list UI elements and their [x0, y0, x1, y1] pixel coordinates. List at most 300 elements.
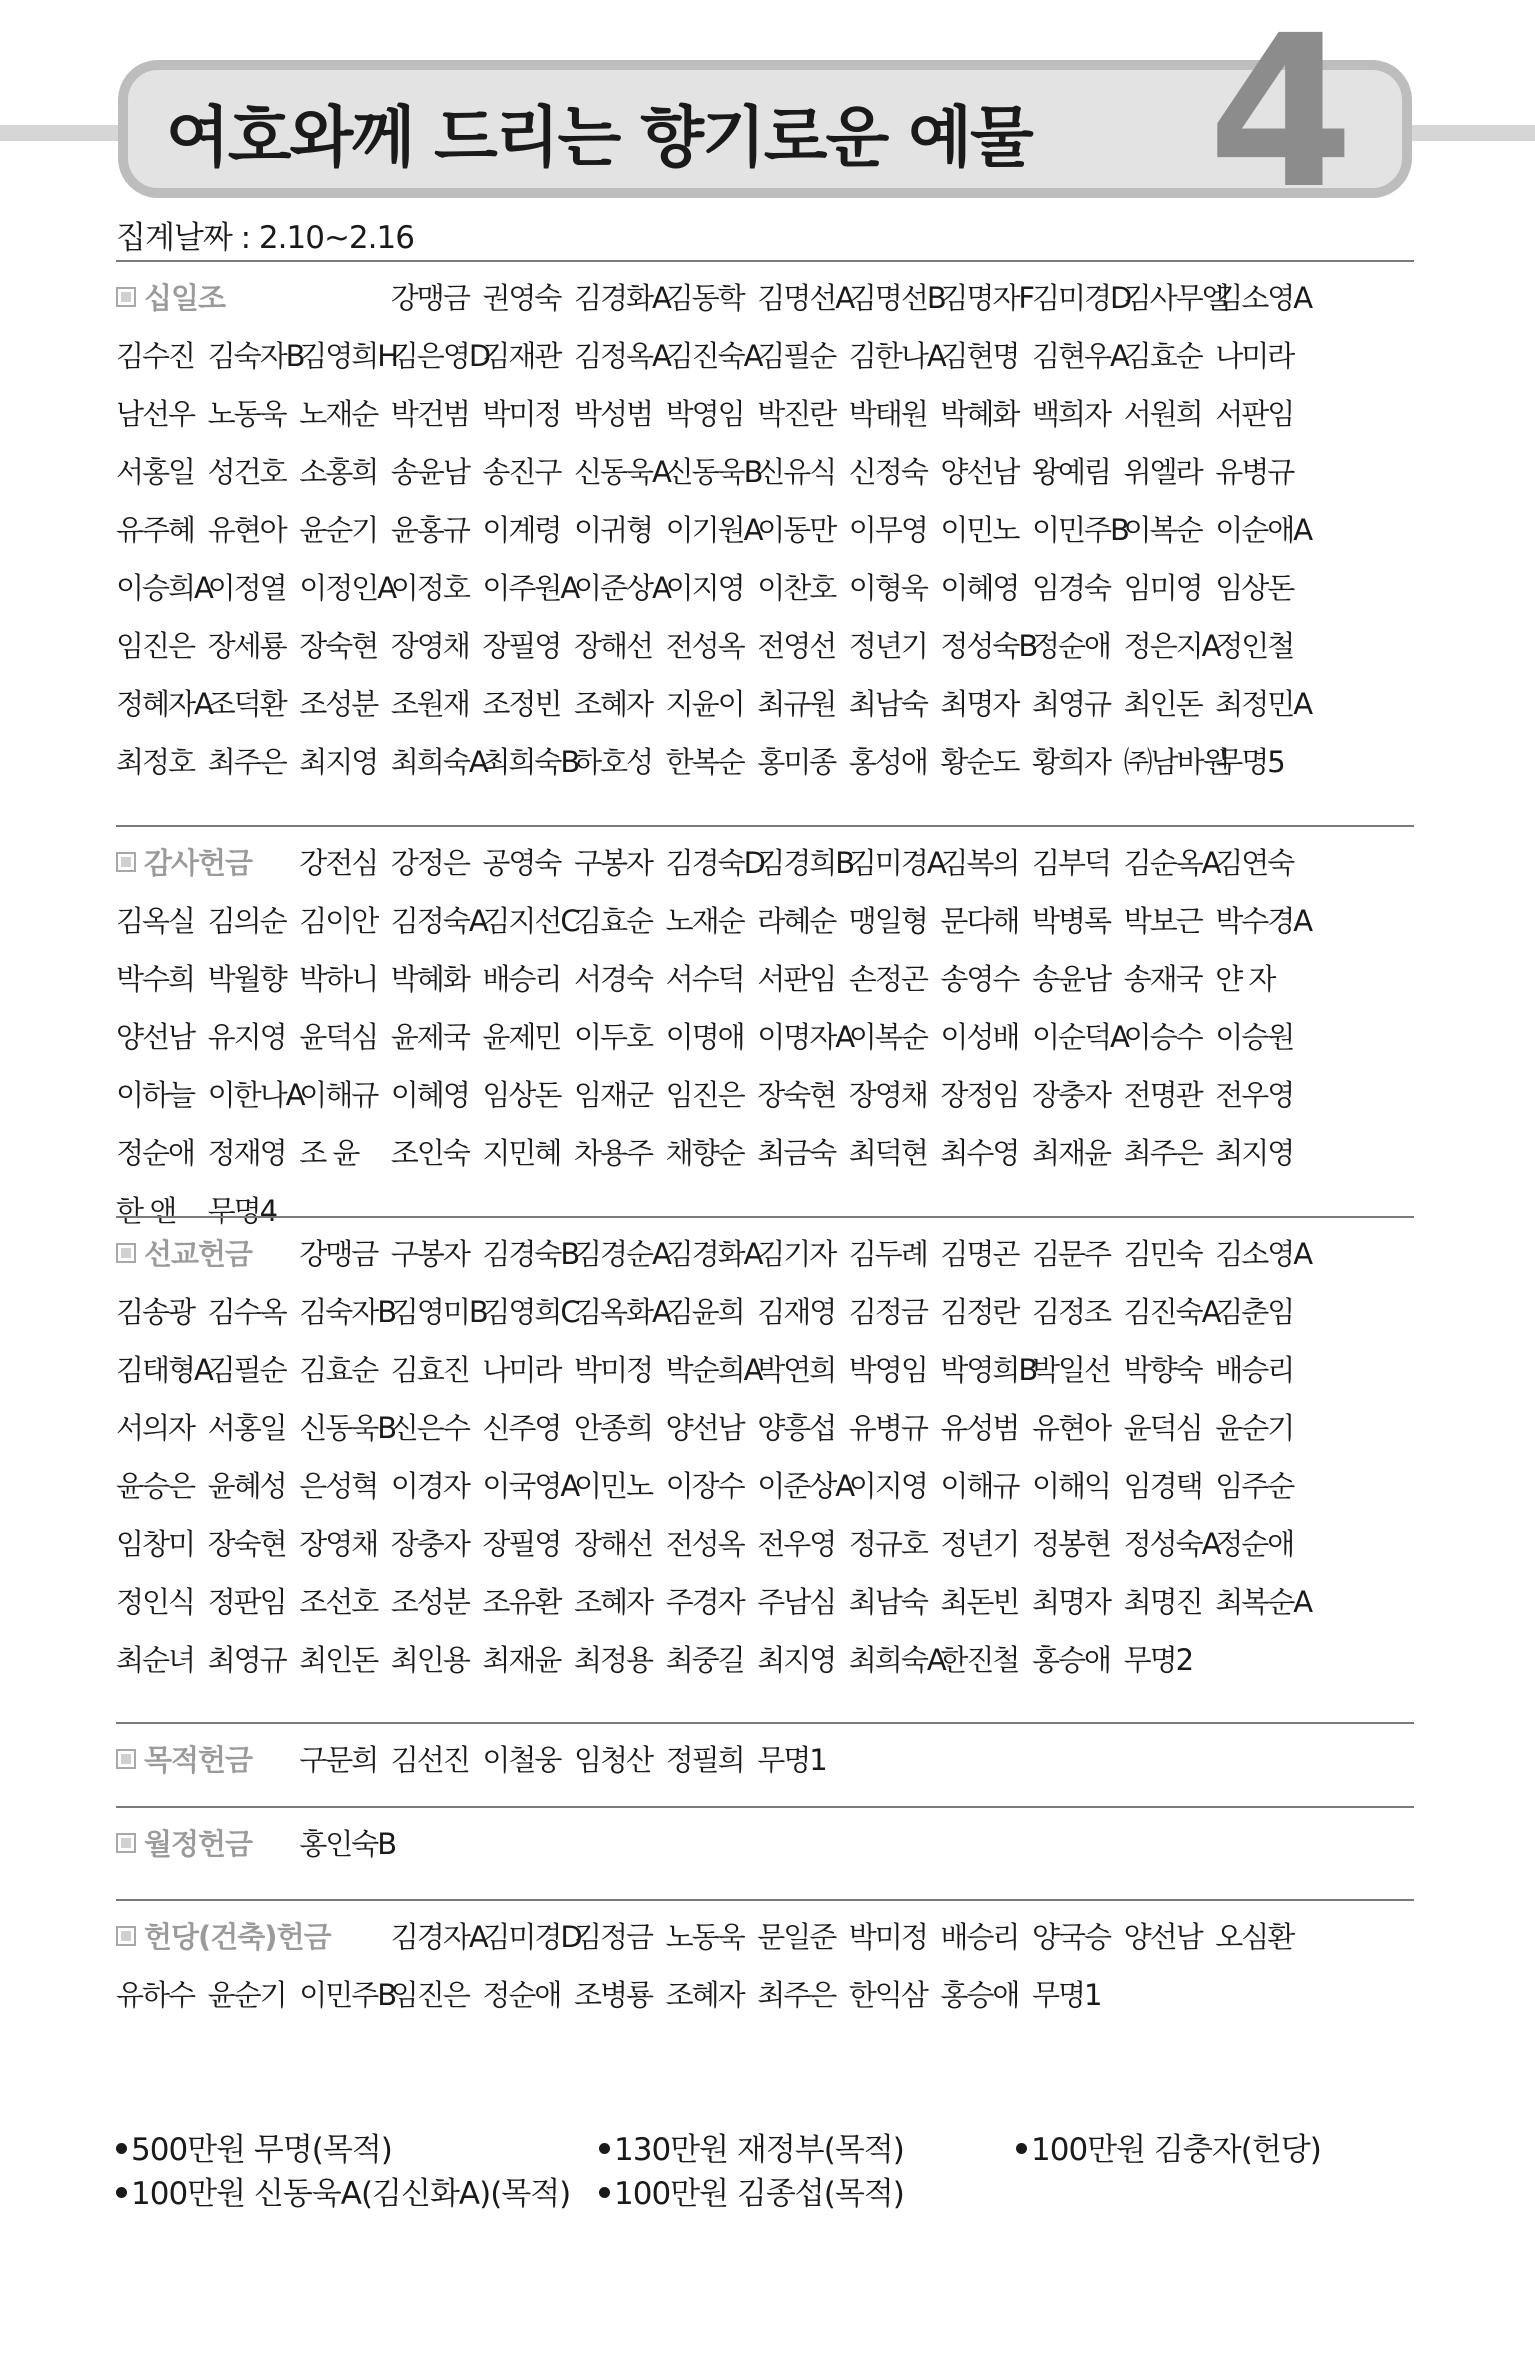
donor-name: 최주은 [207, 745, 286, 779]
donor-name: 이복순 [848, 1020, 927, 1054]
donor-name: 장해선 [574, 1527, 653, 1561]
donor-name: 김수진 [116, 339, 195, 373]
donor-name: 이해익 [1032, 1469, 1111, 1503]
donor-name: 정재영 [207, 1136, 286, 1170]
donor-name: 구문희 [299, 1743, 378, 1777]
donor-name: 윤순기 [299, 513, 378, 547]
donor-name: 홍미종 [757, 745, 836, 779]
donor-name: 양선남 [1123, 1920, 1202, 1954]
donor-name: 송진구 [482, 455, 561, 489]
donor-name: 유현아 [1032, 1411, 1111, 1445]
donor-name: 정순애 [1215, 1527, 1294, 1561]
donor-name: 윤홍규 [390, 513, 469, 547]
donor-name: 이두호 [574, 1020, 653, 1054]
donor-name: 김한나A [848, 339, 945, 373]
donor-name: 장필영 [482, 629, 561, 663]
donor-name: 유하수 [116, 1978, 195, 2012]
donor-name: 한복순 [665, 745, 744, 779]
donor-name: 정년기 [940, 1527, 1019, 1561]
special-offering-item: 130만원 재정부(목적) [599, 2128, 904, 2172]
section-label: 선교헌금 [116, 1232, 252, 1276]
donor-name: 이정열 [207, 571, 286, 605]
special-offering-item: 100만원 김충자(헌당) [1016, 2128, 1321, 2172]
donor-name: 김정금 [848, 1295, 927, 1329]
donor-name: 윤덕심 [1123, 1411, 1202, 1445]
donor-name: 이해규 [299, 1078, 378, 1112]
donor-name: 김정숙A [390, 904, 487, 938]
donor-name: 한 앤 [116, 1194, 176, 1228]
section-label: 십일조 [116, 276, 225, 320]
donor-name: 임재군 [574, 1078, 653, 1112]
donor-name: 서의자 [116, 1411, 195, 1445]
donor-name: 정규호 [848, 1527, 927, 1561]
donor-name: 이해규 [940, 1469, 1019, 1503]
donor-name: 주남심 [757, 1585, 836, 1619]
donor-name: 김정란 [940, 1295, 1019, 1329]
donor-name: 최재윤 [482, 1643, 561, 1677]
donor-name: 임진은 [116, 629, 195, 663]
donor-name: 장영채 [299, 1527, 378, 1561]
section-tithe [116, 260, 1414, 779]
donor-name: 최명진 [1123, 1585, 1202, 1619]
donor-name: 윤순기 [207, 1978, 286, 2012]
section-building [116, 1899, 1414, 2012]
donor-name: 김경희B [757, 846, 854, 880]
donor-name: 박순희A [665, 1353, 762, 1387]
donor-name: 위엘라 [1123, 455, 1202, 489]
donor-name: 김소영A [1215, 1237, 1312, 1271]
donor-name: 신동욱B [665, 455, 762, 489]
section-purpose [116, 1722, 1414, 1777]
donor-name: 임청산 [574, 1743, 653, 1777]
donor-name: 이승희A [116, 571, 212, 605]
donor-name: 박혜화 [390, 962, 469, 996]
donor-name: 박수경A [1215, 904, 1312, 938]
donor-name: 장숙현 [207, 1527, 286, 1561]
donor-name: 김정옥A [574, 339, 670, 373]
donor-name: 전성옥 [665, 1527, 744, 1561]
donor-name: 전명관 [1123, 1078, 1202, 1112]
donor-name: 장영채 [848, 1078, 927, 1112]
donor-name: 이계령 [482, 513, 561, 547]
section-mission [116, 1216, 1414, 1677]
donor-name: 최주은 [757, 1978, 836, 2012]
donor-name: 장충자 [390, 1527, 469, 1561]
donor-name: 김필순 [757, 339, 836, 373]
donor-name: 김명선A [757, 281, 854, 315]
donor-name: 박일선 [1032, 1353, 1111, 1387]
donor-name: 지민혜 [482, 1136, 561, 1170]
section-label: 감사헌금 [116, 841, 252, 885]
bullet-dot-icon [1016, 2143, 1027, 2154]
donor-name: 윤혜성 [207, 1469, 286, 1503]
donor-name: 이혜영 [940, 571, 1019, 605]
donor-name: 최중길 [665, 1643, 744, 1677]
bullet-dot-icon [116, 2143, 127, 2154]
donor-name: 김경숙D [665, 846, 764, 880]
square-bullet-icon [116, 1833, 136, 1853]
issue-number: 4 [1207, 0, 1354, 235]
donor-name: 김명자F [940, 281, 1034, 315]
donor-name: 남선우 [116, 397, 195, 431]
donor-name: 무명4 [207, 1194, 277, 1228]
donor-name: 김명선B [848, 281, 945, 315]
donor-name: 김숙자B [207, 339, 304, 373]
donor-name: 이찬호 [757, 571, 836, 605]
donor-name: 정순애 [482, 1978, 561, 2012]
donor-name: 정순애 [116, 1136, 195, 1170]
donor-name: 홍성애 [848, 745, 927, 779]
donor-name: 이정호 [390, 571, 469, 605]
donor-name: 노재순 [665, 904, 744, 938]
donor-name: 김재영 [757, 1295, 836, 1329]
donor-name: 김정조 [1032, 1295, 1111, 1329]
donor-name: 김효진 [390, 1353, 469, 1387]
donor-name: 양선남 [116, 1020, 195, 1054]
special-offering-item: 100만원 신동욱A(김신화A)(목적) [116, 2172, 570, 2216]
donor-name: 이기원A [665, 513, 762, 547]
donor-name: 이철웅 [482, 1743, 561, 1777]
donor-name: 최인용 [390, 1643, 469, 1677]
donor-name: 조성분 [390, 1585, 469, 1619]
donor-name: 문일준 [757, 1920, 836, 1954]
donor-name: 무명2 [1123, 1643, 1193, 1677]
donor-name: 장해선 [574, 629, 653, 663]
donor-name: 이국영A [482, 1469, 579, 1503]
donor-name: 배승리 [940, 1920, 1019, 1954]
donor-name: 김경화A [665, 1237, 762, 1271]
donor-name: 강맹금 [299, 1237, 378, 1271]
bullet-dot-icon [116, 2187, 127, 2198]
section-monthly [116, 1806, 1414, 1861]
donor-name: 소홍희 [299, 455, 378, 489]
donor-name: 전우영 [1215, 1078, 1294, 1112]
donor-name: 신유식 [757, 455, 836, 489]
donor-name: 최재윤 [1032, 1136, 1111, 1170]
donor-name: 최덕현 [848, 1136, 927, 1170]
donor-name: 김두례 [848, 1237, 927, 1271]
section-label: 월정헌금 [116, 1822, 252, 1866]
donor-name: 김필순 [207, 1353, 286, 1387]
donor-name: 유현아 [207, 513, 286, 547]
square-bullet-icon [116, 1926, 136, 1946]
donor-name: 조유환 [482, 1585, 561, 1619]
donor-name: 김정금 [574, 1920, 653, 1954]
donor-name: 박미정 [482, 397, 561, 431]
donor-name: 신동욱B [299, 1411, 396, 1445]
donor-name: 은성혁 [299, 1469, 378, 1503]
square-bullet-icon [116, 1749, 136, 1769]
donor-name: 임경택 [1123, 1469, 1202, 1503]
donor-name: 나미라 [1215, 339, 1294, 373]
donor-name: 이명자A [757, 1020, 854, 1054]
donor-name: 김경화A [574, 281, 670, 315]
donor-name: 유병규 [848, 1411, 927, 1445]
donor-name: 유성범 [940, 1411, 1019, 1445]
donor-name: 유주혜 [116, 513, 195, 547]
donor-name: 이준상A [757, 1469, 854, 1503]
donor-name: 김부덕 [1032, 846, 1111, 880]
donor-name: 최지영 [299, 745, 378, 779]
donor-name: 박수희 [116, 962, 195, 996]
donor-name: 이민노 [940, 513, 1019, 547]
donor-name: 최금숙 [757, 1136, 836, 1170]
donor-name: 이혜영 [390, 1078, 469, 1112]
donor-name: 이귀형 [574, 513, 653, 547]
donor-name: 박향숙 [1123, 1353, 1202, 1387]
donor-name: 장숙현 [299, 629, 378, 663]
donor-name: 김태형A [116, 1353, 212, 1387]
donor-name: 정필희 [665, 1743, 744, 1777]
donor-name: 장숙현 [757, 1078, 836, 1112]
donor-name: 양선남 [940, 455, 1019, 489]
donor-name: 무명1 [757, 1743, 826, 1777]
donor-name: 백희자 [1032, 397, 1111, 431]
donor-name: 이승수 [1123, 1020, 1202, 1054]
donor-name: 노동욱 [665, 1920, 744, 1954]
donor-name: 김옥실 [116, 904, 195, 938]
donor-name: 김효순 [1123, 339, 1202, 373]
donor-name: 이정인A [299, 571, 396, 605]
donor-name: 정성숙B [940, 629, 1037, 663]
donor-name: 송윤남 [1032, 962, 1111, 996]
donor-name: 노동욱 [207, 397, 286, 431]
square-bullet-icon [116, 287, 136, 307]
donor-name: 이민주B [299, 1978, 396, 2012]
donor-name: 라혜순 [757, 904, 836, 938]
donor-name: 정인식 [116, 1585, 195, 1619]
donor-name: 장정임 [940, 1078, 1019, 1112]
donor-name: 박하니 [299, 962, 378, 996]
donor-name: 노재순 [299, 397, 378, 431]
donor-name: 신정숙 [848, 455, 927, 489]
donor-name: 신동욱A [574, 455, 670, 489]
donor-name: 김재관 [482, 339, 561, 373]
donor-name: 오심환 [1215, 1920, 1294, 1954]
donor-name: 황순도 [940, 745, 1019, 779]
donor-name: 최규원 [757, 687, 836, 721]
donor-name: 한진철 [940, 1643, 1019, 1677]
donor-name: 홍승애 [940, 1978, 1019, 2012]
donor-name: 최정민A [1215, 687, 1312, 721]
donor-name: 정봉현 [1032, 1527, 1111, 1561]
donor-name: 박태원 [848, 397, 927, 431]
donor-name: 장세룡 [207, 629, 286, 663]
donor-name: 이복순 [1123, 513, 1202, 547]
donor-name: 김미경D [482, 1920, 581, 1954]
donor-name: 조인숙 [390, 1136, 469, 1170]
donor-name: 이형욱 [848, 571, 927, 605]
donor-name: 이지영 [848, 1469, 927, 1503]
donor-name: 박영희B [940, 1353, 1037, 1387]
donor-name: 손정곤 [848, 962, 927, 996]
donor-name: 조혜자 [574, 687, 653, 721]
donor-name: 권영숙 [482, 281, 561, 315]
donor-name: 송재국 [1123, 962, 1202, 996]
donor-name: 서원희 [1123, 397, 1202, 431]
donor-name: 김미경D [1032, 281, 1131, 315]
donor-name: 김영희C [482, 1295, 579, 1329]
donor-name: 문다해 [940, 904, 1019, 938]
donor-name: 윤제민 [482, 1020, 561, 1054]
donor-name: 조 윤 [299, 1136, 359, 1170]
donor-name: 최희숙A [390, 745, 487, 779]
donor-name: 김연숙 [1215, 846, 1294, 880]
donor-name: 박진란 [757, 397, 836, 431]
donor-name: 김진숙A [1123, 1295, 1220, 1329]
page-title: 여호와께 드리는 향기로운 예물 [166, 99, 1032, 176]
donor-name: 최희숙A [848, 1643, 945, 1677]
donor-name: 황희자 [1032, 745, 1111, 779]
donor-name: 김복의 [940, 846, 1019, 880]
donor-name: 김옥화A [574, 1295, 670, 1329]
donor-name: 김이안 [299, 904, 378, 938]
donor-name: 김동학 [665, 281, 744, 315]
donor-name: 최순녀 [116, 1643, 195, 1677]
donor-name: 김명곤 [940, 1237, 1019, 1271]
donor-name: 서홍일 [207, 1411, 286, 1445]
donor-name: 전영선 [757, 629, 836, 663]
donor-name: 최인돈 [1123, 687, 1202, 721]
donor-name: 최지영 [1215, 1136, 1294, 1170]
donor-name: 김수옥 [207, 1295, 286, 1329]
donor-name: 최지영 [757, 1643, 836, 1677]
donor-name: 이성배 [940, 1020, 1019, 1054]
donor-name: 박월향 [207, 962, 286, 996]
donor-name: 김선진 [390, 1743, 469, 1777]
donor-name: 이주원A [482, 571, 579, 605]
donor-name: 강맹금 [390, 281, 469, 315]
donor-name: 주경자 [665, 1585, 744, 1619]
donor-name: 박성범 [574, 397, 653, 431]
donor-name: 김영희H [299, 339, 398, 373]
donor-name: 김효순 [299, 1353, 378, 1387]
donor-name: 김기자 [757, 1237, 836, 1271]
donor-name: 김민숙 [1123, 1237, 1202, 1271]
donor-name: 윤제국 [390, 1020, 469, 1054]
donor-name: 맹일형 [848, 904, 927, 938]
donor-name: 윤승은 [116, 1469, 195, 1503]
donor-name: 장영채 [390, 629, 469, 663]
title-banner [118, 0, 1412, 235]
donor-name: 공영숙 [482, 846, 561, 880]
donor-name: 박연희 [757, 1353, 836, 1387]
donor-name: 김순옥A [1123, 846, 1220, 880]
donor-name: 장충자 [1032, 1078, 1111, 1112]
donor-name: 최복순A [1215, 1585, 1312, 1619]
donor-name: 조덕환 [207, 687, 286, 721]
donor-name: 이순애A [1215, 513, 1312, 547]
donor-name: 이동만 [757, 513, 836, 547]
donor-name: 조성분 [299, 687, 378, 721]
donor-name: 최인돈 [299, 1643, 378, 1677]
donor-name: 김경순A [574, 1237, 670, 1271]
donor-name: 임상돈 [482, 1078, 561, 1112]
donor-name: 김문주 [1032, 1237, 1111, 1271]
donor-name: 김춘임 [1215, 1295, 1294, 1329]
square-bullet-icon [116, 1243, 136, 1263]
donor-name: 임창미 [116, 1527, 195, 1561]
donor-name: 정순애 [1032, 629, 1111, 663]
donor-name: 서경숙 [574, 962, 653, 996]
donor-name: 나미라 [482, 1353, 561, 1387]
donor-name: 서판임 [1215, 397, 1294, 431]
donor-name: 이경자 [390, 1469, 469, 1503]
donor-name: 조혜자 [665, 1978, 744, 2012]
donor-name: 전성옥 [665, 629, 744, 663]
donor-name: 최영규 [207, 1643, 286, 1677]
donor-name: 최정용 [574, 1643, 653, 1677]
donor-name: 임상돈 [1215, 571, 1294, 605]
donor-name: 김경숙B [482, 1237, 579, 1271]
donor-name: 김현명 [940, 339, 1019, 373]
donor-name: 이하늘 [116, 1078, 195, 1112]
donor-name: 서홍일 [116, 455, 195, 489]
donor-name: 송영수 [940, 962, 1019, 996]
donor-name: 임미영 [1123, 571, 1202, 605]
donor-name: 박혜화 [940, 397, 1019, 431]
donor-name: 박영임 [665, 397, 744, 431]
donor-name: 신은수 [390, 1411, 469, 1445]
donor-name: 김진숙A [665, 339, 762, 373]
donor-name: 최돈빈 [940, 1585, 1019, 1619]
bullet-dot-icon [599, 2187, 610, 2198]
donor-name: 성건호 [207, 455, 286, 489]
special-offerings [116, 2128, 1416, 2228]
donor-name: 최주은 [1123, 1136, 1202, 1170]
donor-name: 서판임 [757, 962, 836, 996]
donor-name: 박보근 [1123, 904, 1202, 938]
donor-name: 조선호 [299, 1585, 378, 1619]
donor-name: 구봉자 [390, 1237, 469, 1271]
donor-name: 정인철 [1215, 629, 1294, 663]
donor-name: 조병룡 [574, 1978, 653, 2012]
donor-name: 안종희 [574, 1411, 653, 1445]
special-offering-item: 500만원 무명(목적) [116, 2128, 392, 2172]
donor-name: 얀 자 [1215, 962, 1275, 996]
donor-name: 송윤남 [390, 455, 469, 489]
donor-name: 최희숙B [482, 745, 579, 779]
collection-period: 집계날짜 : 2.10~2.16 [116, 220, 414, 256]
donor-name: 배승리 [482, 962, 561, 996]
donor-name: 김효순 [574, 904, 653, 938]
donor-name: 유지영 [207, 1020, 286, 1054]
donor-name: 구봉자 [574, 846, 653, 880]
donor-name: 이민주B [1032, 513, 1128, 547]
donor-name: 정판임 [207, 1585, 286, 1619]
donor-name: 정성숙A [1123, 1527, 1220, 1561]
donor-name: 박미정 [848, 1920, 927, 1954]
donor-name: 박미정 [574, 1353, 653, 1387]
donor-name: 임주순 [1215, 1469, 1294, 1503]
donor-name: 최영규 [1032, 687, 1111, 721]
donor-name: 최남숙 [848, 687, 927, 721]
donor-name: 이지영 [665, 571, 744, 605]
donor-name: 최명자 [1032, 1585, 1111, 1619]
donor-name: 박병록 [1032, 904, 1111, 938]
donor-name: 양선남 [665, 1411, 744, 1445]
donor-name: 채향순 [665, 1136, 744, 1170]
donor-name: 김소영A [1215, 281, 1312, 315]
donor-name: 서수덕 [665, 962, 744, 996]
donor-name: 최남숙 [848, 1585, 927, 1619]
donor-name: 김영미B [390, 1295, 487, 1329]
donor-name: 박영임 [848, 1353, 927, 1387]
donor-name: 박건범 [390, 397, 469, 431]
donor-name: 강전심 [299, 846, 378, 880]
donor-name: 무명1 [1032, 1978, 1101, 2012]
donor-name: 김경자A [390, 1920, 487, 1954]
